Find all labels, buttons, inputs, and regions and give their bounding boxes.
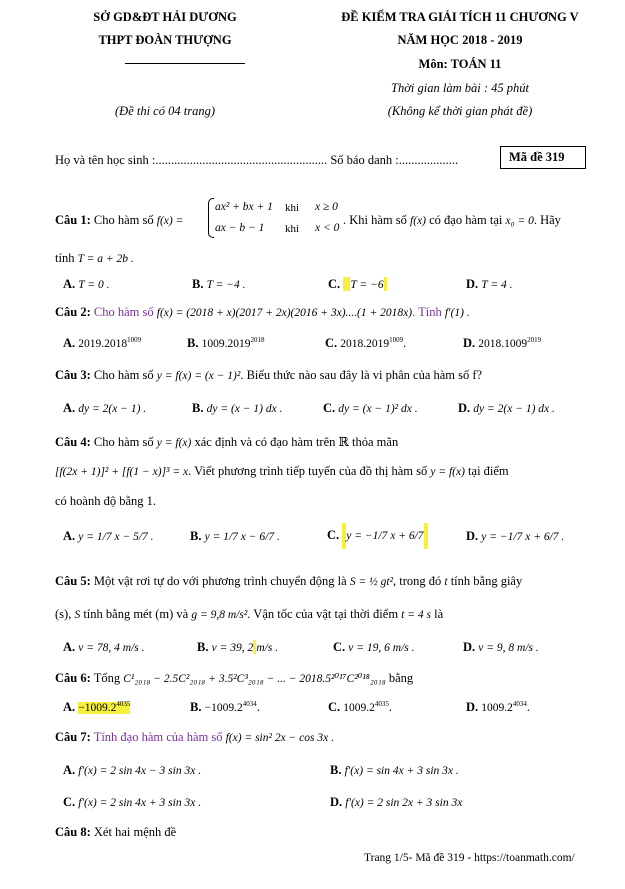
question-4-line1: Câu 4: Cho hàm số y = f(x) xác định và có đạo hàm trên ℝ thỏa mãn	[55, 435, 399, 449]
q2-option-d[interactable]: D. $2018.1009^{2019}$	[463, 336, 542, 351]
question-1-line1	[55, 213, 183, 228]
question-8: Câu 8: Xét hai mệnh đề	[55, 825, 177, 839]
q1-option-b[interactable]: B. T = −4 .	[192, 277, 246, 291]
q6-option-a[interactable]: A. $-1009.2^{4035}$	[63, 700, 131, 714]
q7-option-a[interactable]: A. f′(x) = 2 sin 4x − 3 sin 3x .	[63, 763, 202, 777]
header-divider	[125, 63, 245, 64]
time-note: (Không kể thời gian phát đề)	[387, 104, 533, 118]
q7-option-d[interactable]: D. f′(x) = 2 sin 2x + 3 sin 3x	[330, 795, 463, 809]
q4-option-c[interactable]: C. y = −1/7 x + 6/7	[327, 523, 428, 549]
q3-option-a[interactable]: A. dy = 2(x − 1) .	[63, 401, 147, 415]
q1-khi1: khi	[285, 202, 300, 214]
q4-option-a[interactable]: A. y = 1/7 x − 5/7 .	[63, 529, 154, 543]
q1-cond1: x ≥ 0	[315, 201, 338, 213]
question-4-line3: có hoành độ bằng 1.	[55, 494, 157, 508]
q1-option-c[interactable]: C. T = −6	[328, 277, 387, 292]
q1-option-a[interactable]: A. T = 0 .	[63, 277, 110, 291]
question-5-line1: Câu 5: Một vật rơi tự do với phương trình chuyển động là S = ½ gt², trong đó t tính bằng giây	[55, 574, 523, 588]
q5-option-a[interactable]: A. v = 78, 4 m/s .	[63, 640, 145, 654]
school-name: THPT ĐOÀN THƯỢNG	[98, 33, 232, 47]
q2-option-b[interactable]: B. $1009.2019^{2018}$	[187, 336, 265, 351]
q7-option-c[interactable]: C. f′(x) = 2 sin 4x + 3 sin 3x .	[63, 795, 202, 809]
q1-brace	[208, 198, 214, 238]
q3-option-c[interactable]: C. dy = (x − 1)² dx .	[323, 401, 418, 415]
q1-label: Câu 1:	[55, 213, 91, 227]
question-2: Câu 2: Cho hàm số f(x) = (2018 + x)(2017 + 2x)(2016 + 3x)....(1 + 2018x). Tính f′(1) .	[55, 305, 470, 319]
question-4-line2: [f(2x + 1)]² + [f(1 − x)]³ = x. Viết phương trình tiếp tuyến của đồ thị hàm số y = f(x) tại điểm	[55, 464, 509, 478]
school-year: NĂM HỌC 2018 - 2019	[397, 33, 523, 47]
q5-option-d[interactable]: D. v = 9, 8 m/s .	[463, 640, 539, 654]
student-name-label: Họ và tên học sinh :	[55, 153, 156, 167]
q1-fx: f(x) =	[156, 215, 184, 227]
q1-option-d[interactable]: D. T = 4 .	[466, 277, 513, 291]
q5-option-c[interactable]: C. v = 19, 6 m/s .	[333, 640, 415, 654]
q2-option-a[interactable]: A. $2019.2018^{1009}$	[63, 336, 142, 351]
question-3: Câu 3: Cho hàm số y = f(x) = (x − 1)². Biểu thức nào sau đây là vi phân của hàm số f?	[55, 368, 483, 382]
q1-khi2: khi	[285, 223, 300, 235]
student-info-line	[55, 153, 458, 168]
question-5-line2: (s), S tính bằng mét (m) và g = 9,8 m/s². Vận tốc của vật tại thời điểm t = 4 s là	[55, 607, 444, 621]
question-7: Câu 7: Tính đạo hàm của hàm số f(x) = sin² 2x − cos 3x .	[55, 730, 334, 744]
exam-code-box: Mã đề 319	[500, 146, 586, 169]
q1-case2: ax − b − 1	[215, 222, 265, 234]
q1-text: Cho hàm số	[93, 213, 154, 227]
page-count-note: (Đề thi có 04 trang)	[115, 104, 215, 118]
q1-tail: . Khi hàm số f(x) có đạo hàm tại x₀ = 0. Hãy	[343, 213, 561, 227]
subject: Môn: TOÁN 11	[418, 57, 502, 71]
q4-option-d[interactable]: D. y = −1/7 x + 6/7 .	[466, 529, 565, 543]
q6-option-c[interactable]: C. $1009.2^{4035}$.	[328, 700, 393, 715]
q6-option-b[interactable]: B. $-1009.2^{4034}$.	[190, 700, 260, 715]
q1-case1: ax² + bx + 1	[215, 201, 273, 213]
student-id-label: Số báo danh :	[330, 153, 399, 167]
school-dept: SỞ GD&ĐT HẢI DƯƠNG	[93, 10, 237, 24]
q3-option-d[interactable]: D. dy = 2(x − 1) dx .	[458, 401, 555, 415]
duration: Thời gian làm bài : 45 phút	[391, 81, 529, 95]
exam-title: ĐỀ KIỂM TRA GIẢI TÍCH 11 CHƯƠNG V	[341, 10, 579, 24]
q4-option-b[interactable]: B. y = 1/7 x − 6/7 .	[190, 529, 280, 543]
q6-option-d[interactable]: D. $1009.2^{4034}$.	[466, 700, 531, 715]
q3-option-b[interactable]: B. dy = (x − 1) dx .	[192, 401, 283, 415]
q5-option-b[interactable]: B. v = 39, 2 m/s .	[197, 640, 279, 654]
student-id-field[interactable]: ...................	[398, 153, 459, 167]
student-name-field[interactable]: .......................................................	[155, 153, 328, 167]
q7-option-b[interactable]: B. f′(x) = sin 4x + 3 sin 3x .	[330, 763, 459, 777]
q1-cond2: x < 0	[315, 222, 340, 234]
q2-option-c[interactable]: C. $2018.2019^{1009}$.	[325, 336, 407, 351]
question-6: Câu 6: Tổng C¹₂₀₁₈ − 2.5C²₂₀₁₈ + 3.5²C³₂₀₁₈ − ... − 2018.5²⁰¹⁷C²⁰¹⁸₂₀₁₈ bằng	[55, 671, 414, 685]
q1-line2: tính T = a + 2b .	[55, 251, 134, 265]
page-footer: Trang 1/5- Mã đề 319 - https://toanmath.com/	[364, 852, 575, 864]
